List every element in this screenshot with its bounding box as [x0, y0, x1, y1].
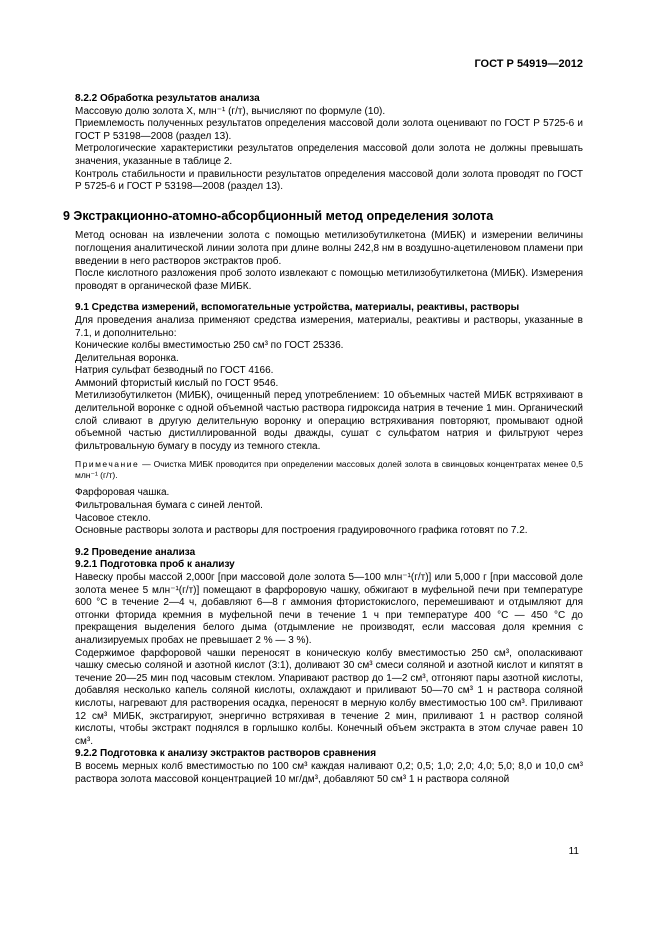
paragraph: Фильтровальная бумага с синей лентой.: [75, 500, 263, 512]
paragraph: Контроль стабильности и правильности результатов определения массовой доли золота проводят по ГОСТ Р 5725-6 и ГОСТ Р 53198—2008 (раздел 13).: [75, 168, 583, 193]
paragraph: Содержимое фарфоровой чашки переносят в коническую колбу вместимостью 250 см³, ополаскивают чашку смесью соляной и азотной кислот (3:1), доливают 30 см³ смеси соляной и азотной кислот и кипятят в течение 20—25 мин под часовым стеклом. Упаривают раствор до 1—2 см³, отгоняют пары азотной кислоты, добавляя несколько капель соляной кислоты, охлаждают и приливают 50—70 см³ 1 н раствора соляной кислоты, нагревают для растворения осадка, переносят в мерную колбу вместимостью 100 см³. Приливают 12 см³ МИБК, экстрагируют, энергично встряхивая в течение 2 мин, приливают 1 н раствор соляной кислоты, чтобы экстракт поднялся в горлышко колбы. Конечный объем экстракта в этом случае равен 10 см³.: [75, 647, 583, 747]
document-header: ГОСТ Р 54919—2012: [474, 58, 583, 70]
paragraph: Натрия сульфат безводный по ГОСТ 4166.: [75, 365, 274, 377]
paragraph: В восемь мерных колб вместимостью по 100 см³ каждая наливают 0,2; 0,5; 1,0; 2,0; 4,0; 5,0; 8,0 и 10,0 см³ раствора золота массовой концентрацией 10 мг/дм³, добавляют 50 см³ 1 н раствора соляной: [75, 760, 583, 785]
paragraph: Часовое стекло.: [75, 512, 151, 524]
note: [75, 459, 583, 481]
subsection-heading: 8.2.2 Обработка результатов анализа: [75, 93, 260, 104]
document-body: [63, 93, 583, 786]
paragraph: Аммоний фтористый кислый по ГОСТ 9546.: [75, 377, 279, 389]
paragraph: Конические колбы вместимостью 250 см³ по ГОСТ 25336.: [75, 340, 344, 352]
paragraph: Фарфоровая чашка.: [75, 487, 170, 499]
subsection-heading: 9.2 Проведение анализа: [75, 546, 196, 558]
paragraph: Приемлемость полученных результатов определения массовой доли золота оценивают по ГОСТ Р 5725-6 и ГОСТ Р 53198—2008 (раздел 13).: [75, 118, 583, 142]
subsection-heading: 9.2.1 Подготовка проб к анализу: [75, 559, 235, 571]
paragraph: Основные растворы золота и растворы для построения градуировочного графика готовят по 7.2.: [75, 525, 528, 537]
paragraph: Для проведения анализа применяют средства измерения, материалы, реактивы и растворы, указанные в 7.1, и дополнительно:: [75, 314, 583, 339]
subsection-heading: 9.2.2 Подготовка к анализу экстрактов растворов сравнения: [75, 748, 377, 760]
paragraph: Делительная воронка.: [75, 352, 179, 364]
paragraph: Метод основан на извлечении золота с помощью метилизобутилкетона (МИБК) и измерении величины поглощения аналитической линии золота при длине волны 242,8 нм в воздушно-ацетиленовом пламени при введении в него растворов экстрактов проб.: [75, 230, 583, 267]
paragraph: Метрологические характеристики результатов определения массовой доли золота не должны превышать значения, указанные в таблице 2.: [75, 143, 583, 167]
paragraph: Метилизобутилкетон (МИБК), очищенный перед употреблением: 10 объемных частей МИБК встряхивают в делительной воронке с одной объемной частью раствора гидроксида натрия в течение 1 мин. Органический слой сливают в другую делительную воронку и операцию встряхивания повторяют, промывают одной объемной частью дистиллированной воды дважды, сушат с сульфатом натрия и фильтруют через фильтровальную бумагу в посуду из темного стекла.: [75, 390, 583, 452]
section-heading: 9 Экстракционно-атомно-абсорбционный метод определения золота: [63, 208, 494, 223]
paragraph: Массовую долю золота X, млн⁻¹ (г/т), вычисляют по формуле (10).: [75, 105, 386, 117]
paragraph: После кислотного разложения проб золото извлекают с помощью метилизобутилкетона (МИБК). Измерения проводят в органической фазе МИБК.: [75, 268, 583, 292]
subsection-heading: 9.1 Средства измерений, вспомогательные устройства, материалы, реактивы, растворы: [75, 302, 520, 314]
note-text: — Очистка МИБК проводится при определении массовых долей золота в свинцовых концентратах менее 0,5 млн⁻¹ (г/т).: [75, 459, 583, 481]
page-number: 11: [568, 846, 579, 857]
note-label: Примечание: [75, 459, 140, 470]
paragraph: Навеску пробы массой 2,000г [при массовой доле золота 5—100 млн⁻¹(г/т)] или 5,000 г [при массовой доле золота менее 5 млн⁻¹(г/т)] помещают в фарфоровую чашку, обжигают в муфельной печи при температуре 600 °С в течение 2—4 ч, добавляют 6—8 г аммония фтористокислого, перемешивают и отдымляют для отгонки фторида кремния в муфельной печи в течение 1 ч при температуре 400 °С — 450 °С до прекращения выделения белого дыма (отдымление не производят, если массовая доля кремния с анализируемых пробах не превышает 2 % — 3 %).: [75, 572, 583, 646]
